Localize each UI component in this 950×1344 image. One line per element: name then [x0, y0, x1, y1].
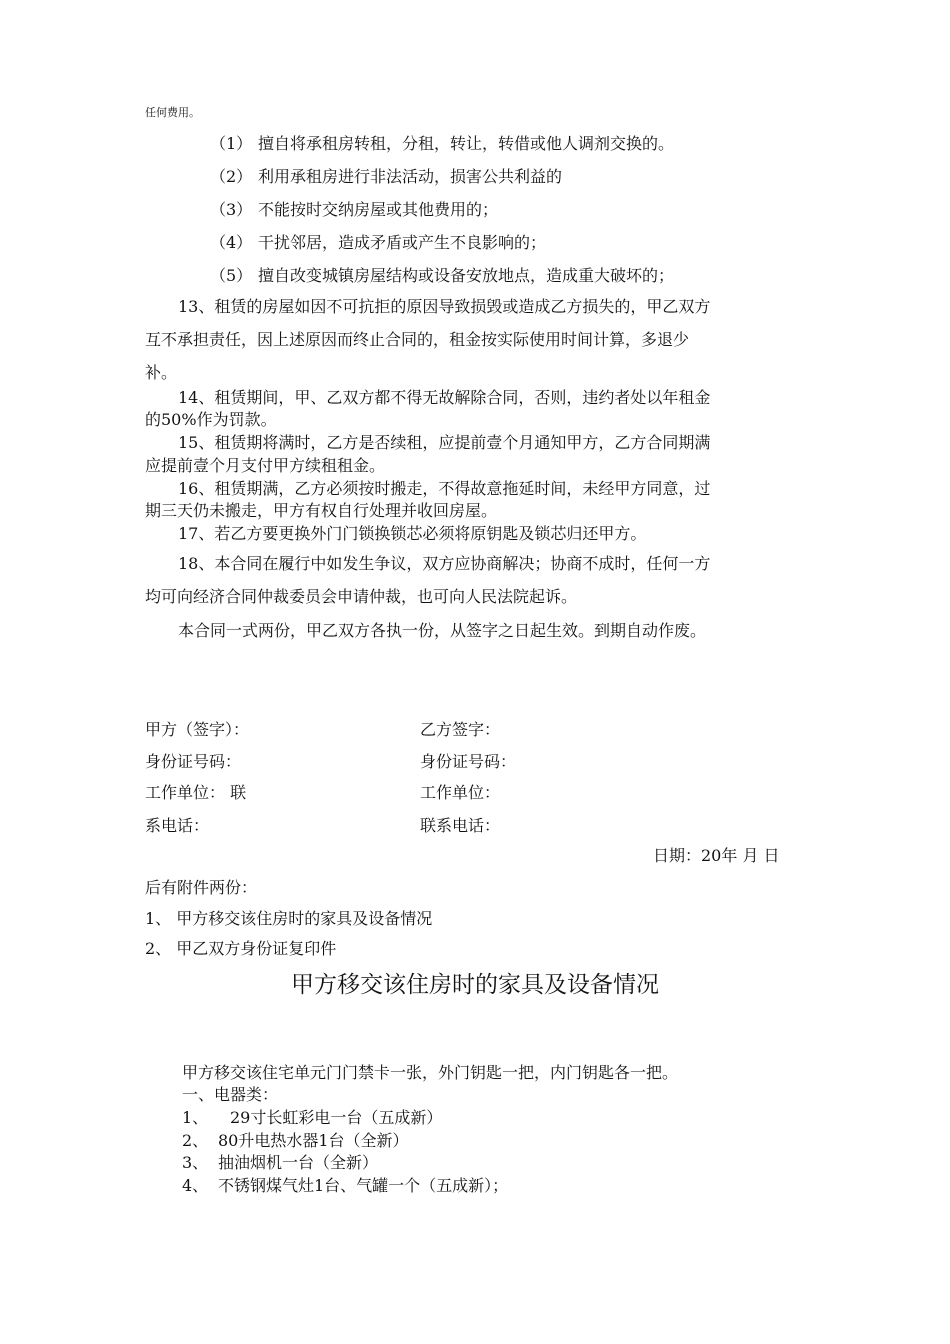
attachment-item: 1、 甲方移交该住房时的家具及设备情况 — [145, 909, 433, 928]
handover-item: 2、 80升电热水器1台（全新） — [182, 1131, 409, 1150]
clause-14-line-2: 的50%作为罚款。 — [145, 410, 277, 429]
list-item: （3） 不能按时交纳房屋或其他费用的； — [210, 200, 499, 219]
closing-statement: 本合同一式两份，甲乙双方各执一份，从签字之日起生效。到期自动作废。 — [178, 621, 707, 640]
clause-16-line-1: 16、租赁期满，乙方必须按时搬走，不得故意拖延时间，未经甲方同意，过 — [178, 479, 711, 498]
page-fragment: 任何费用。 — [145, 106, 200, 119]
clause-18-line-2: 均可向经济合同仲裁委员会申请仲裁，也可向人民法院起诉。 — [145, 587, 578, 606]
party-a-work-label: 工作单位： 联 — [145, 783, 247, 802]
list-item: （5） 擅自改变城镇房屋结构或设备安放地点，造成重大破坏的； — [210, 266, 675, 285]
list-item: （1） 擅自将承租房转租，分租，转让，转借或他人调剂交换的。 — [210, 134, 675, 153]
clause-13-line-2: 互不承担责任，因上述原因而终止合同的，租金按实际使用时间计算，多退少 — [145, 330, 690, 349]
clause-17-line-1: 17、若乙方要更换外门门锁换锁芯必须将原钥匙及锁芯归还甲方。 — [178, 524, 647, 543]
handover-intro: 甲方移交该住宅单元门门禁卡一张，外门钥匙一把，内门钥匙各一把。 — [182, 1063, 679, 1082]
clause-15-line-1: 15、租赁期将满时，乙方是否续租，应提前壹个月通知甲方，乙方合同期满 — [178, 433, 711, 452]
party-a-sign-label: 甲方（签字）： — [145, 720, 250, 739]
section-title: 甲方移交该住房时的家具及设备情况 — [291, 972, 659, 998]
party-b-phone-label: 联系电话： — [420, 816, 501, 835]
handover-item: 1、 29寸长虹彩电一台（五成新） — [182, 1108, 443, 1127]
list-item: （2） 利用承租房进行非法活动，损害公共利益的 — [210, 167, 563, 186]
party-b-work-label: 工作单位： — [420, 783, 501, 802]
party-a-id-label: 身份证号码： — [145, 752, 242, 771]
party-a-phone-label: 系电话： — [145, 816, 210, 835]
handover-item: 4、 不锈钢煤气灶1台、气罐一个（五成新）； — [182, 1176, 509, 1195]
handover-category: 一、电器类： — [182, 1085, 279, 1104]
handover-item: 3、 抽油烟机一台（全新） — [182, 1153, 379, 1172]
clause-13-line-1: 13、租赁的房屋如因不可抗拒的原因导致损毁或造成乙方损失的，甲乙双方 — [178, 297, 711, 316]
clause-13-line-3: 补。 — [145, 363, 178, 382]
clause-15-line-2: 应提前壹个月支付甲方续租租金。 — [145, 456, 386, 475]
attachment-item: 2、 甲乙双方身份证复印件 — [145, 939, 337, 958]
clause-16-line-2: 期三天仍未搬走，甲方有权自行处理并收回房屋。 — [145, 501, 498, 520]
clause-14-line-1: 14、租赁期间，甲、乙双方都不得无故解除合同，否则，违约者处以年租金 — [178, 388, 711, 407]
party-b-id-label: 身份证号码： — [420, 752, 517, 771]
date-line: 日期：20年 月 日 — [653, 846, 780, 865]
list-item: （4） 干扰邻居，造成矛盾或产生不良影响的； — [210, 233, 547, 252]
clause-18-line-1: 18、本合同在履行中如发生争议，双方应协商解决；协商不成时，任何一方 — [178, 554, 711, 573]
party-b-sign-label: 乙方签字： — [420, 720, 501, 739]
attachments-heading: 后有附件两份： — [145, 878, 258, 897]
